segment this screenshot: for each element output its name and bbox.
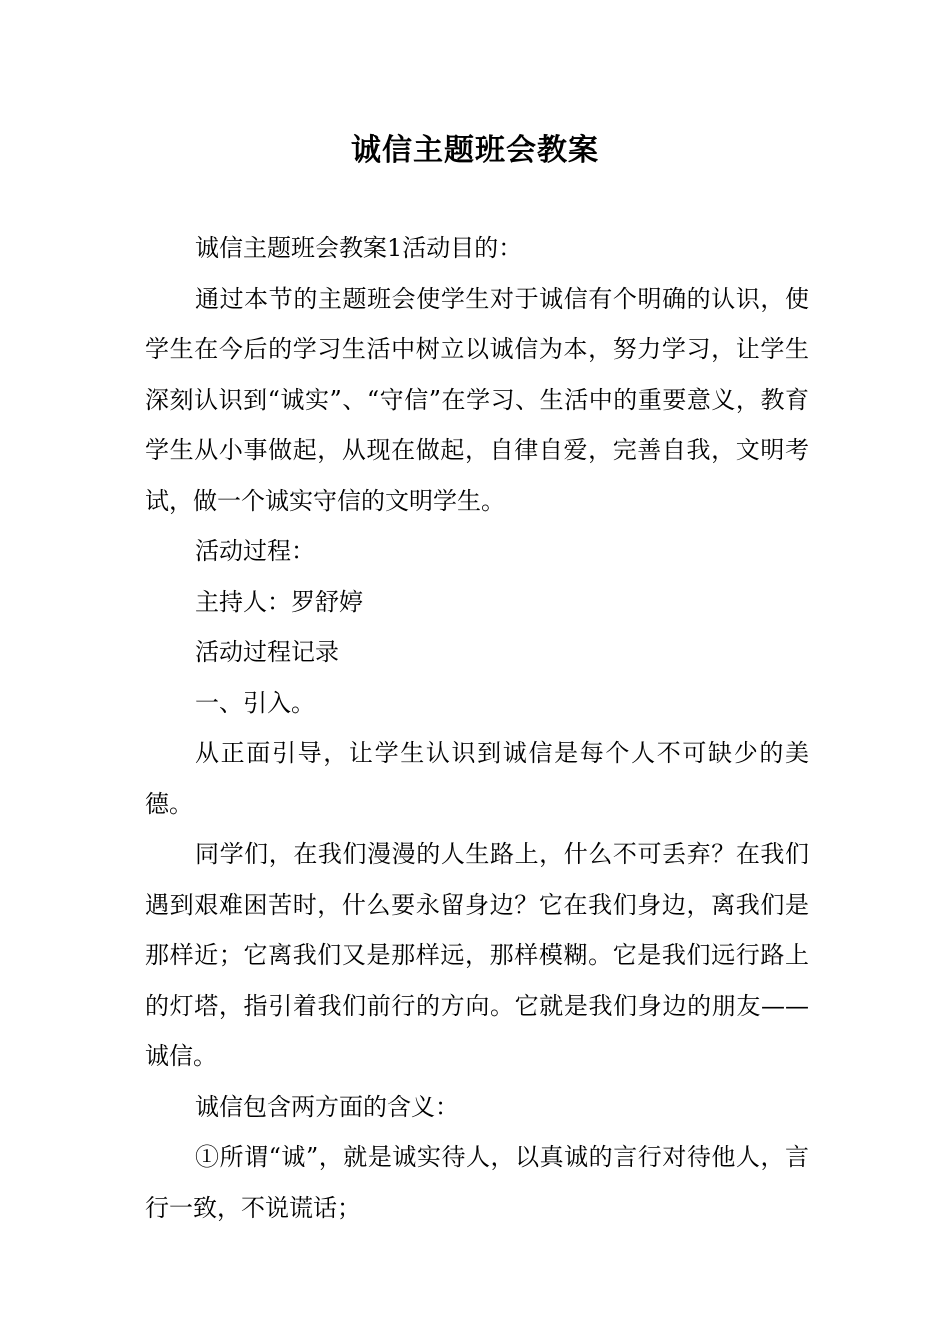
paragraph-activity-goal: 通过本节的主题班会使学生对于诚信有个明确的认识，使学生在今后的学习生活中树立以诚信为本，努力学习，让学生深刻认识到“诚实”、“守信”在学习、生活中的重要意义，教育学生从小事做起，从现在做起，自律自爱，完善自我，文明考试，做一个诚实守信的文明学生。 <box>145 284 809 515</box>
paragraph-meaning-honesty: ①所谓“诚”，就是诚实待人，以真诚的言行对待他人，言行一致，不说谎话； <box>145 1143 809 1222</box>
paragraph-speech: 同学们，在我们漫漫的人生路上，什么不可丢弃？在我们遇到艰难困苦时，什么要永留身边？它在我们身边，离我们是那样近；它离我们又是那样远，那样模糊。它是我们远行路上的灯塔，指引着我们前行的方向。它就是我们身边的朋友——诚信。 <box>145 840 809 1070</box>
paragraph-activity-goal-heading: 诚信主题班会教案1活动目的： <box>195 234 523 262</box>
paragraph-process-record: 活动过程记录 <box>195 638 339 666</box>
paragraph-host: 主持人：罗舒婷 <box>195 587 363 616</box>
paragraph-guidance: 从正面引导，让学生认识到诚信是每个人不可缺少的美德。 <box>145 739 809 818</box>
paragraph-process-heading: 活动过程： <box>195 537 315 565</box>
paragraph-section-intro: 一、引入。 <box>195 688 315 717</box>
document-body <box>145 223 809 1233</box>
paragraph-meaning-heading: 诚信包含两方面的含义： <box>195 1092 459 1121</box>
document-title: 诚信主题班会教案 <box>351 133 599 168</box>
